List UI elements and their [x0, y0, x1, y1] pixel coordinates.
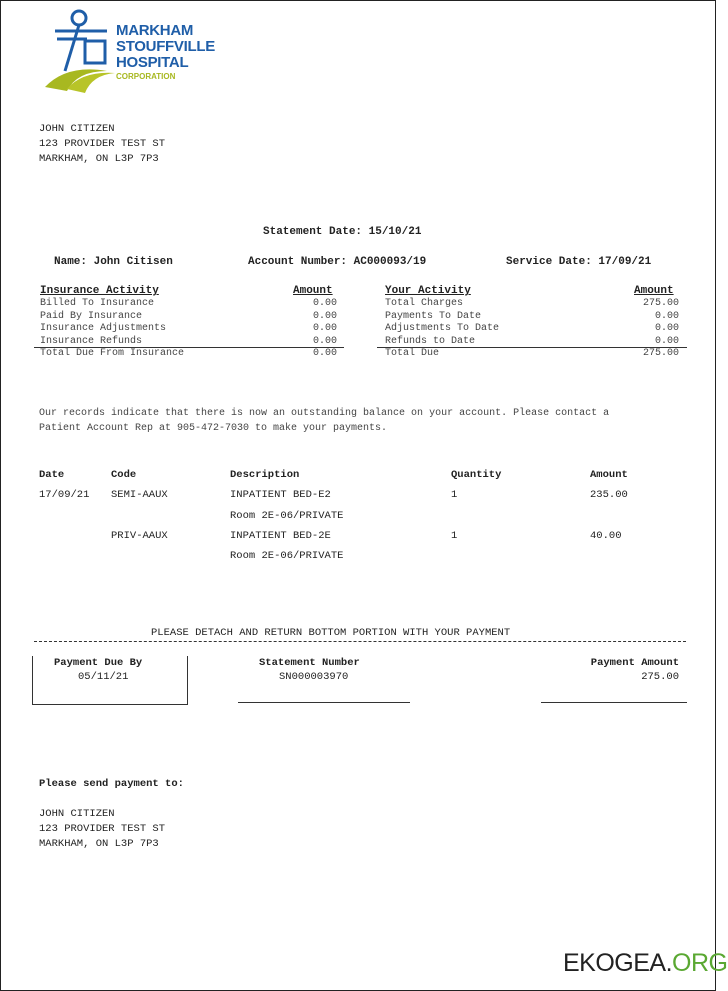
send-payment-label: Please send payment to: [39, 778, 184, 790]
logo-text-3: HOSPITAL [116, 54, 189, 71]
row-label: Refunds to Date [385, 335, 476, 347]
insurance-amount-header: Amount [293, 285, 333, 297]
recipient-address [39, 122, 165, 167]
item-description: INPATIENT BED-E2 [230, 489, 331, 501]
recipient-street: 123 PROVIDER TEST ST [39, 138, 166, 150]
send-to-name: JOHN CITIZEN [39, 808, 115, 820]
divider [238, 702, 410, 703]
logo-text-1: MARKHAM [116, 22, 194, 39]
row-amount: 275.00 [642, 298, 679, 309]
row-label: Insurance Adjustments [40, 323, 167, 334]
statement-number-label: Statement Number [259, 657, 360, 669]
notice-line: Patient Account Rep at 905-472-7030 to make your payments. [39, 423, 388, 434]
your-total: 275.00 [642, 348, 679, 359]
item-description: INPATIENT BED-2E [230, 530, 331, 542]
recipient-name: JOHN CITIZEN [39, 123, 115, 135]
your-total-label: Total Due [385, 348, 440, 359]
send-to-address [39, 807, 165, 852]
item-date: 17/09/21 [39, 489, 90, 501]
row-label: Payments To Date [385, 310, 482, 322]
item-amount: 40.00 [590, 530, 622, 542]
detach-line [34, 641, 686, 642]
col-code: Code [111, 469, 137, 481]
row-amount: 0.00 [312, 335, 337, 347]
service-date: Service Date: 17/09/21 [506, 256, 652, 268]
insurance-header: Insurance Activity [40, 285, 159, 297]
logo-figure-icon [37, 9, 117, 94]
send-to-city: MARKHAM, ON L3P 7P3 [39, 838, 159, 850]
item-note: Room 2E-06/PRIVATE [230, 510, 344, 522]
balance-notice [39, 406, 609, 436]
your-amounts [611, 298, 679, 348]
row-amount: 0.00 [312, 298, 337, 309]
watermark-left: EKOGEA. [563, 949, 673, 977]
insurance-total-label: Total Due From Insurance [40, 348, 185, 359]
item-quantity: 1 [451, 530, 458, 542]
watermark-right: ORG [672, 949, 728, 977]
your-amount-header: Amount [634, 285, 674, 297]
logo-text-2: STOUFFVILLE [116, 38, 215, 55]
row-label: Paid By Insurance [40, 310, 143, 322]
item-code: SEMI-AAUX [111, 489, 168, 501]
payment-due-label: Payment Due By [54, 657, 143, 669]
row-amount: 0.00 [654, 335, 679, 347]
divider [541, 702, 687, 703]
statement-number: SN000003970 [279, 671, 349, 683]
row-amount: 0.00 [654, 323, 679, 334]
item-code: PRIV-AAUX [111, 530, 168, 542]
send-to-street: 123 PROVIDER TEST ST [39, 823, 166, 835]
row-label: Insurance Refunds [40, 335, 143, 347]
col-quantity: Quantity [451, 469, 502, 481]
insurance-amounts [281, 298, 337, 348]
row-label: Billed To Insurance [40, 298, 155, 309]
recipient-city: MARKHAM, ON L3P 7P3 [39, 153, 159, 165]
insurance-labels [40, 298, 166, 348]
item-note: Room 2E-06/PRIVATE [230, 550, 344, 562]
logo-text-4: CORPORATION [116, 72, 176, 81]
payment-amount-label: Payment Amount [590, 657, 679, 669]
row-amount: 0.00 [312, 323, 337, 334]
your-labels [385, 298, 499, 348]
item-quantity: 1 [451, 489, 458, 501]
account-number: Account Number: AC000093/19 [248, 256, 427, 268]
statement-date: Statement Date: 15/10/21 [263, 226, 422, 238]
col-amount: Amount [590, 469, 628, 481]
payment-due-date: 05/11/21 [78, 671, 129, 683]
notice-line: Our records indicate that there is now an outstanding balance on your account. Please contact a [39, 408, 610, 419]
row-amount: 0.00 [654, 310, 679, 322]
item-amount: 235.00 [590, 489, 628, 501]
your-header: Your Activity [385, 285, 471, 297]
watermark [563, 949, 728, 978]
payment-amount: 275.00 [641, 671, 679, 683]
patient-name: Name: John Citisen [54, 256, 173, 268]
col-description: Description [230, 469, 300, 481]
insurance-total: 0.00 [312, 348, 337, 359]
row-amount: 0.00 [312, 310, 337, 322]
row-label: Total Charges [385, 298, 464, 309]
row-label: Adjustments To Date [385, 323, 500, 334]
detach-instruction: PLEASE DETACH AND RETURN BOTTOM PORTION WITH YOUR PAYMENT [151, 627, 511, 639]
col-date: Date [39, 469, 65, 481]
